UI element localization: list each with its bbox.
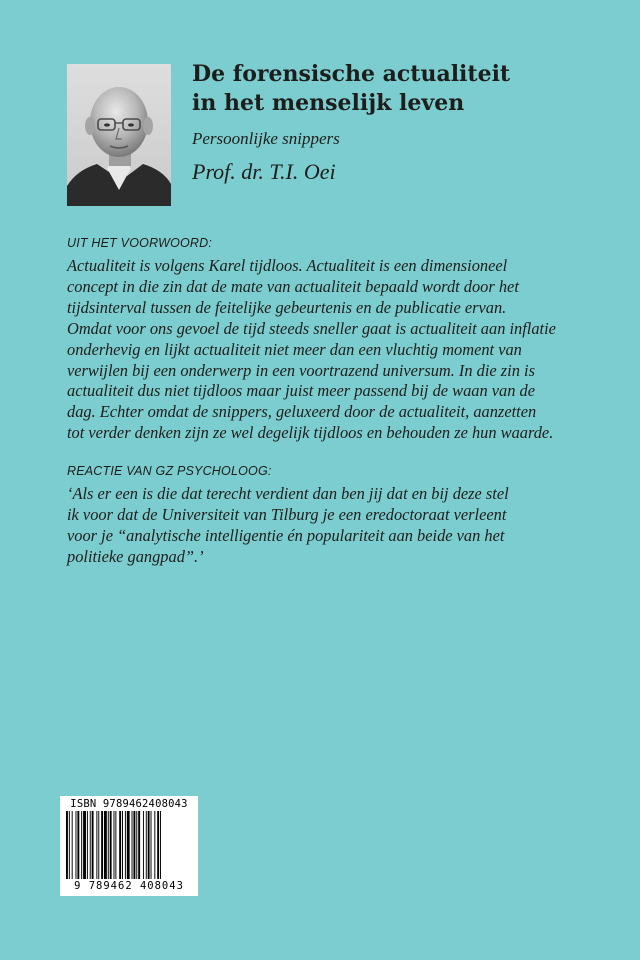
barcode-bar [90, 811, 91, 879]
barcode-bar [151, 811, 152, 879]
barcode-bar [72, 811, 73, 879]
foreword-line: concept in die zin dat de mate van actualiteit bepaald wordt door het [67, 276, 519, 296]
barcode-bar [108, 811, 109, 879]
barcode-bar [83, 811, 86, 879]
isbn-label: ISBN 9789462408043 [70, 798, 188, 810]
isbn-barcode [60, 796, 198, 896]
barcode-bar [132, 811, 133, 879]
barcode-bar [114, 811, 115, 879]
book-title-line-1: De forensische actualiteit [192, 61, 511, 87]
barcode-bar [125, 811, 126, 879]
author-portrait-icon [67, 64, 171, 206]
barcode-bar [138, 811, 140, 879]
book-title [192, 60, 612, 118]
reaction-line: voor je “analytische intelligentie én populariteit aan beide van het [67, 525, 505, 545]
foreword-line: Actualiteit is volgens Karel tijdloos. Actualiteit is een dimensioneel [67, 256, 508, 275]
book-title-line-2: in het menselijk leven [192, 90, 465, 116]
foreword-line: actualiteit dus niet tijdloos maar juist meer passend bij de waan van de [67, 381, 536, 401]
foreword-heading: UIT HET VOORWOORD: [67, 236, 213, 250]
barcode-bar [104, 811, 107, 879]
reaction-line: ‘Als er een is die dat terecht verdient dan ben jij dat en bij deze stel [67, 484, 509, 503]
book-subtitle: Persoonlijke snippers [192, 129, 340, 148]
barcode-bar [133, 811, 135, 879]
isbn-digits: 9 789462 408043 [74, 880, 184, 892]
barcode-bar [98, 811, 99, 879]
barcode-bar [127, 811, 130, 879]
foreword-line: tijdsinterval tussen de feitelijke gebeurtenis en de publicatie ervan. [67, 297, 507, 317]
author-name: Prof. dr. T.I. Oei [192, 159, 336, 184]
barcode-icon [66, 811, 192, 879]
barcode-bar [77, 811, 79, 879]
barcode-bar [101, 811, 103, 879]
author-photo [67, 64, 171, 206]
barcode-bar [119, 811, 121, 879]
barcode-bar [69, 811, 70, 879]
barcode-bar [66, 811, 68, 879]
reaction-line: ik voor dat de Universiteit van Tilburg je een eredoctoraat verleent [67, 504, 507, 524]
foreword-line: verwijlen bij een onderwerp in een voortrazend universum. In die zin is [67, 360, 535, 380]
barcode-bar [154, 811, 155, 879]
foreword-line: tot verder denken zijn ze wel degelijk tijdloos en behouden ze hun waarde. [67, 423, 554, 443]
barcode-bar [160, 811, 161, 879]
barcode-bar [76, 811, 77, 879]
foreword-text [67, 256, 587, 444]
barcode-bar [81, 811, 82, 879]
reaction-line: politieke gangpad”.’ [67, 546, 204, 566]
foreword-line: dag. Echter omdat de snippers, geluxeerd door de actualiteit, aanzetten [67, 402, 537, 422]
reaction-text [67, 484, 587, 568]
foreword-line: Omdat voor ons gevoel de tijd steeds sneller gaat is actualiteit aan inflatie [67, 318, 556, 338]
barcode-bar [122, 811, 123, 879]
barcode-bar [136, 811, 137, 879]
barcode-bar [87, 811, 88, 879]
barcode-bar [115, 811, 116, 879]
barcode-bar [110, 811, 112, 879]
barcode-bar [92, 811, 94, 879]
barcode-bar [146, 811, 147, 879]
foreword-line: onderhevig en lijkt actualiteit niet meer dan een vluchtig moment van [67, 339, 522, 359]
barcode-bar [96, 811, 97, 879]
barcode-bar [157, 811, 159, 879]
barcode-bar [143, 811, 144, 879]
barcode-bar [148, 811, 150, 879]
reaction-heading: REACTIE VAN GZ PSYCHOLOOG: [67, 464, 272, 478]
